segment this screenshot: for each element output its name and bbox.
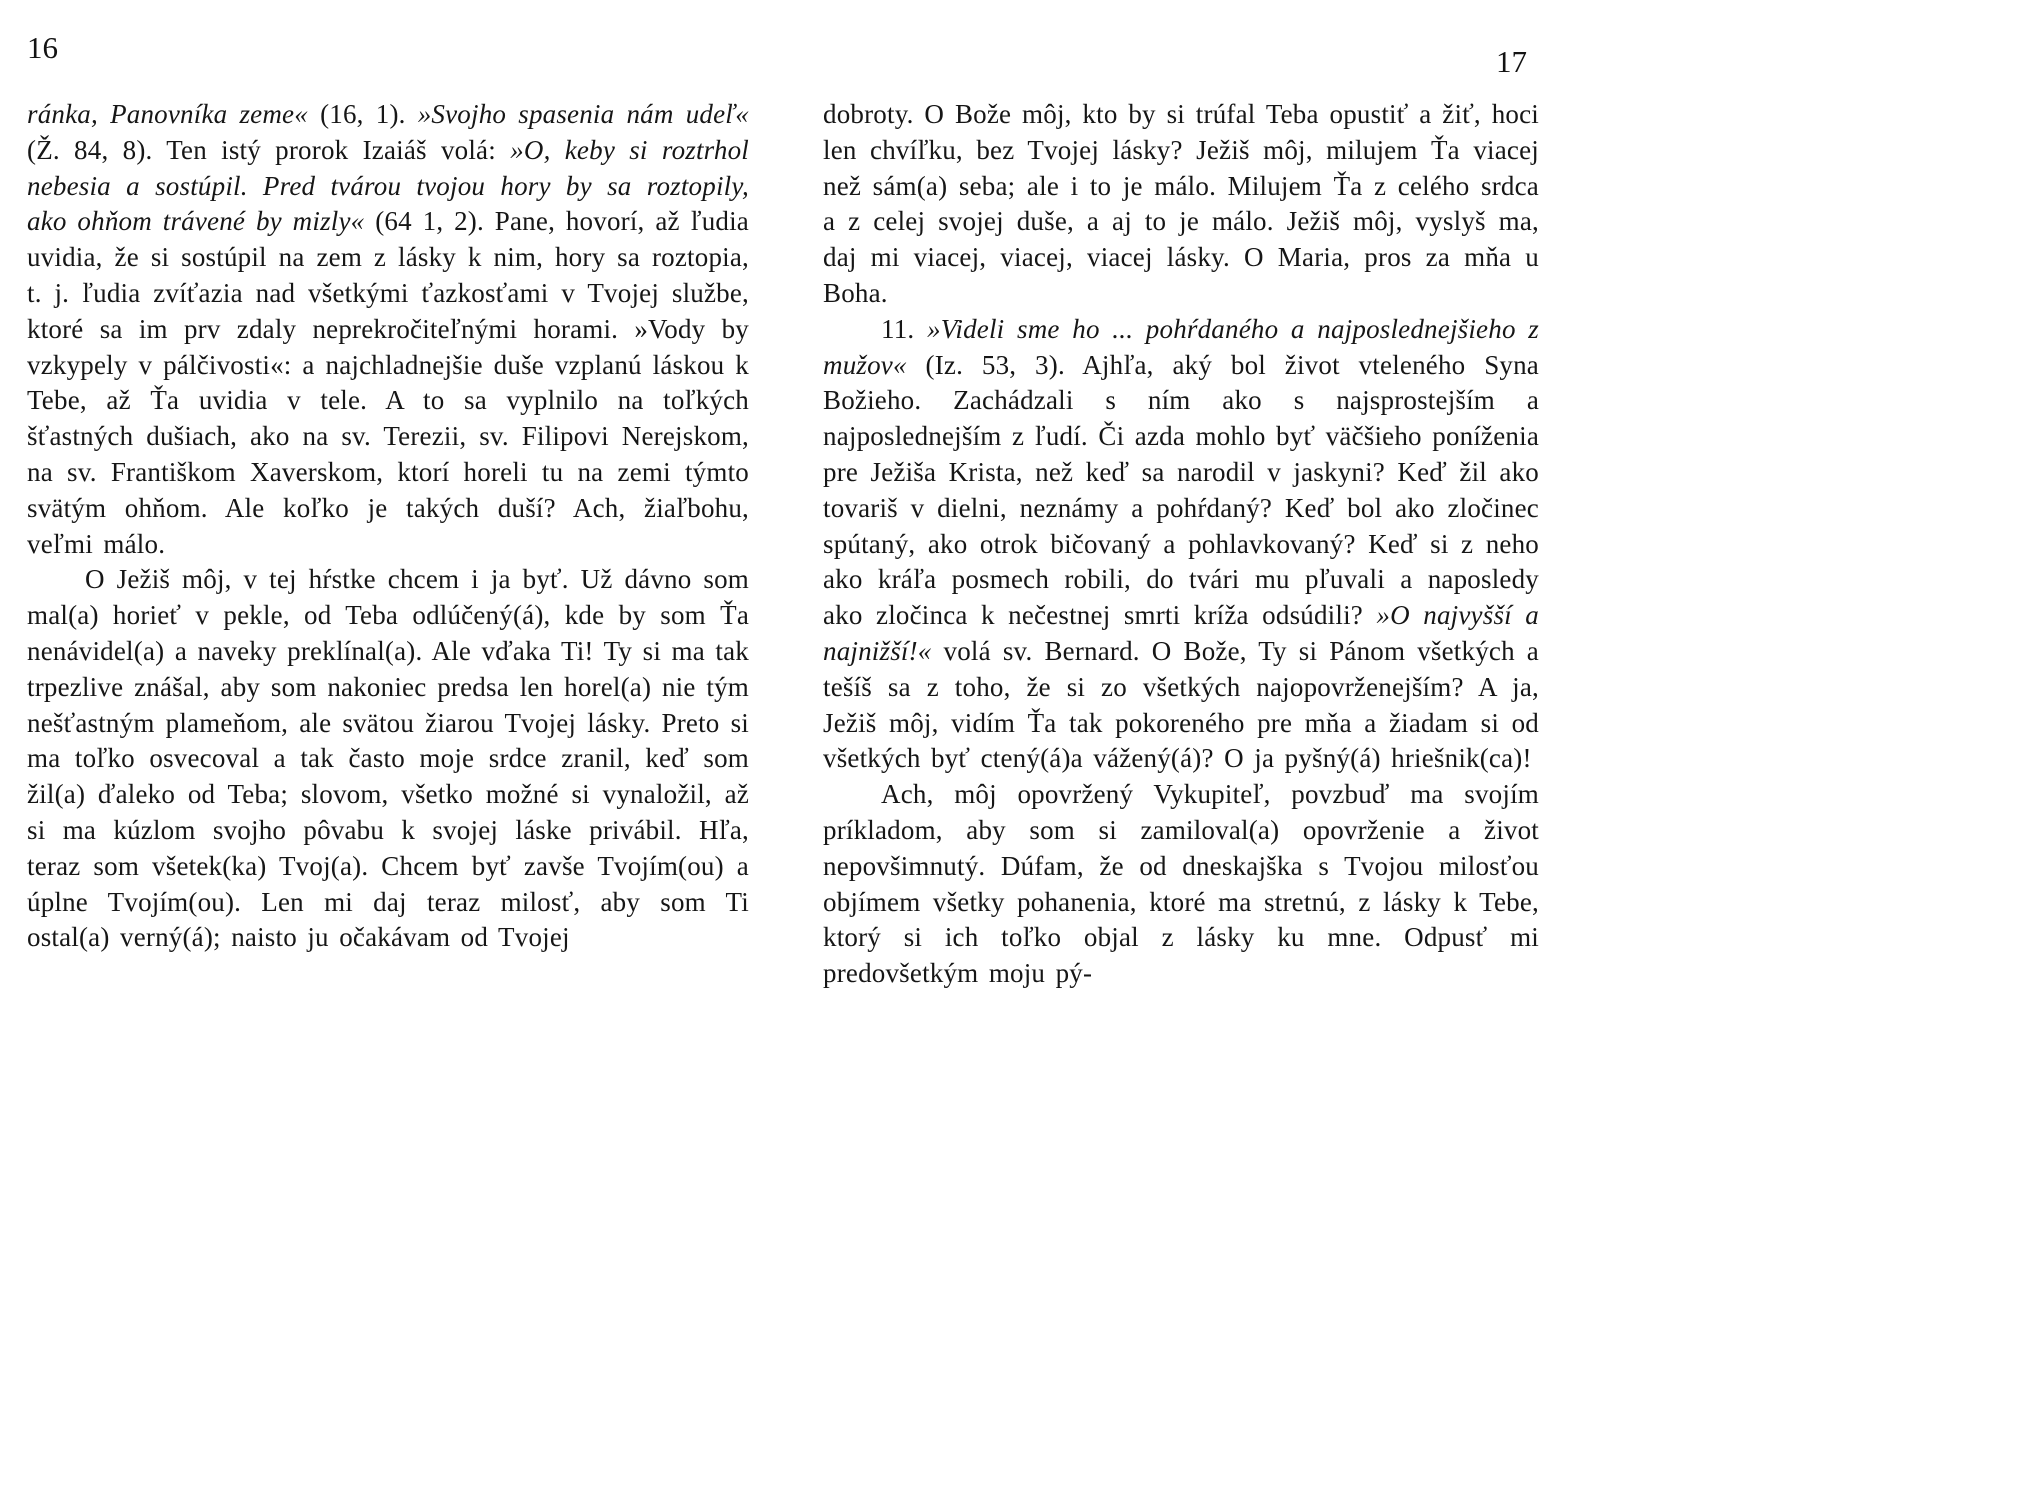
paragraph xyxy=(823,97,1539,312)
text-segment: (64 1, 2). Pane, hovorí, až ľudia uvidia, že si sostúpil na zem z lásky k nim, hory sa roztopia, t. j. ľudia zvíťazia nad všetkými ťazkosťami v Tvojej službe, ktoré sa im prv zdaly neprekročiteľnými horami. »Vody by vzkypely v pálčivosti«: a najchladnejšie duše vzplanú láskou k Tebe, až Ťa uvidia v tele. A to sa vyplnilo na toľkých šťastných dušiach, ako na sv. Terezii, sv. Filipovi Nerejskom, na sv. Františkom Xaverskom, ktorí horeli tu na zemi týmto svätým ohňom. Ale koľko je takých duší? Ach, žiaľbohu, veľmi málo. xyxy=(27,206,749,559)
text-segment-italic: »Svojho spasenia nám udeľ« xyxy=(417,99,749,129)
text-segment: O Ježiš môj, v tej hŕstke chcem i ja byť. Už dávno som mal(a) horieť v pekle, od Teba odlúčený(á), kde by som Ťa nenávidel(a) a naveky preklínal(a). Ale vďaka Ti! Ty si ma tak trpezlive znášal, aby som nakoniec predsa len horel(a) nie tým nešťastným plameňom, ale svätou žiarou Tvojej lásky. Preto si ma toľko osvecoval a tak často moje srdce zranil, keď som žil(a) ďaleko od Teba; slovom, všetko možné si vynaložil, až si ma kúzlom svojho pôvabu k svojej láske privábil. Hľa, teraz som všetek(ka) Tvoj(a). Chcem byť zavše Tvojím(ou) a úplne Tvojím(ou). Len mi daj teraz milosť, aby som Ti ostal(a) verný(á); naisto ju očakávam od Tvojej xyxy=(27,564,749,953)
text-segment: Ach, môj opovržený Vykupiteľ, povzbuď ma svojím príkladom, aby som si zamiloval(a) opovrženie a život nepovšimnutý. Dúfam, že od dneskajška s Tvojou milosťou objímem všetky pohanenia, ktoré ma stretnú, z lásky k Tebe, ktorý si ich toľko objal z lásky ku mne. Odpusť mi predovšetkým moju pý- xyxy=(823,779,1539,989)
text-segment: dobroty. O Bože môj, kto by si trúfal Teba opustiť a žiť, hoci len chvíľku, bez Tvojej lásky? Ježiš môj, milujem Ťa viacej než sám(a) seba; ale i to je málo. Milujem Ťa z celého srdca a z celej svojej duše, a aj to je málo. Ježiš môj, vyslyš ma, daj mi viacej, viacej, viacej lásky. O Maria, pros za mňa u Boha. xyxy=(823,99,1539,308)
text-segment: (Ž. 84, 8). Ten istý prorok Izaiáš volá: xyxy=(27,134,511,165)
page-right-text xyxy=(823,97,1539,992)
text-segment-italic: ránka, Panovníka zeme« xyxy=(27,99,308,129)
page-number-left: 16 xyxy=(27,30,58,65)
text-segment: (Iz. 53, 3). Ajhľa, aký bol život vteleného Syna Božieho. Zachádzali s ním ako s najsprostejším a najposlednejším z ľudí. Či azda mohlo byť väčšieho poníženia pre Ježiša Krista, než keď sa narodil v jaskyni? Keď žil ako tovariš v dielni, neznámy a pohŕdaný? Keď bol ako zločinec spútaný, ako otrok bičovaný a pohlavkovaný? Keď si z neho ako kráľa posmech robili, do tvári mu pľuvali a naposledy ako zločinca k nečestnej smrti kríža odsúdili? xyxy=(823,349,1539,631)
paragraph xyxy=(27,562,749,956)
text-segment: (16, 1). xyxy=(307,99,418,129)
page-number-right: 17 xyxy=(1496,44,1527,79)
page-left xyxy=(27,0,749,1500)
paragraph xyxy=(823,777,1539,992)
paragraph xyxy=(27,97,749,562)
page-right xyxy=(823,0,1539,1500)
text-segment-italic: »Videli sme ho ... pohŕdaného a najposlednejšieho z mužov« xyxy=(823,313,1539,380)
text-segment-italic: »O najvyšší a najnižší!« xyxy=(823,600,1539,666)
paragraph xyxy=(823,312,1539,777)
text-segment: 11. xyxy=(881,313,927,344)
text-segment-italic: »O, keby si roztrhol nebesia a sostúpil. Pred tvárou tvojou hory by sa roztopily, ako ohňom trávené by mizly« xyxy=(27,134,749,237)
text-segment: volá sv. Bernard. O Bože, Ty si Pánom všetkých a tešíš sa z toho, že si zo všetkých najopovrženejším? A ja, Ježiš môj, vidím Ťa tak pokoreného pre mňa a žiadam si od všetkých byť ctený(á)a vážený(á)? O ja pyšný(á) hriešnik(ca)! xyxy=(823,635,1539,774)
page-left-text xyxy=(27,97,749,956)
